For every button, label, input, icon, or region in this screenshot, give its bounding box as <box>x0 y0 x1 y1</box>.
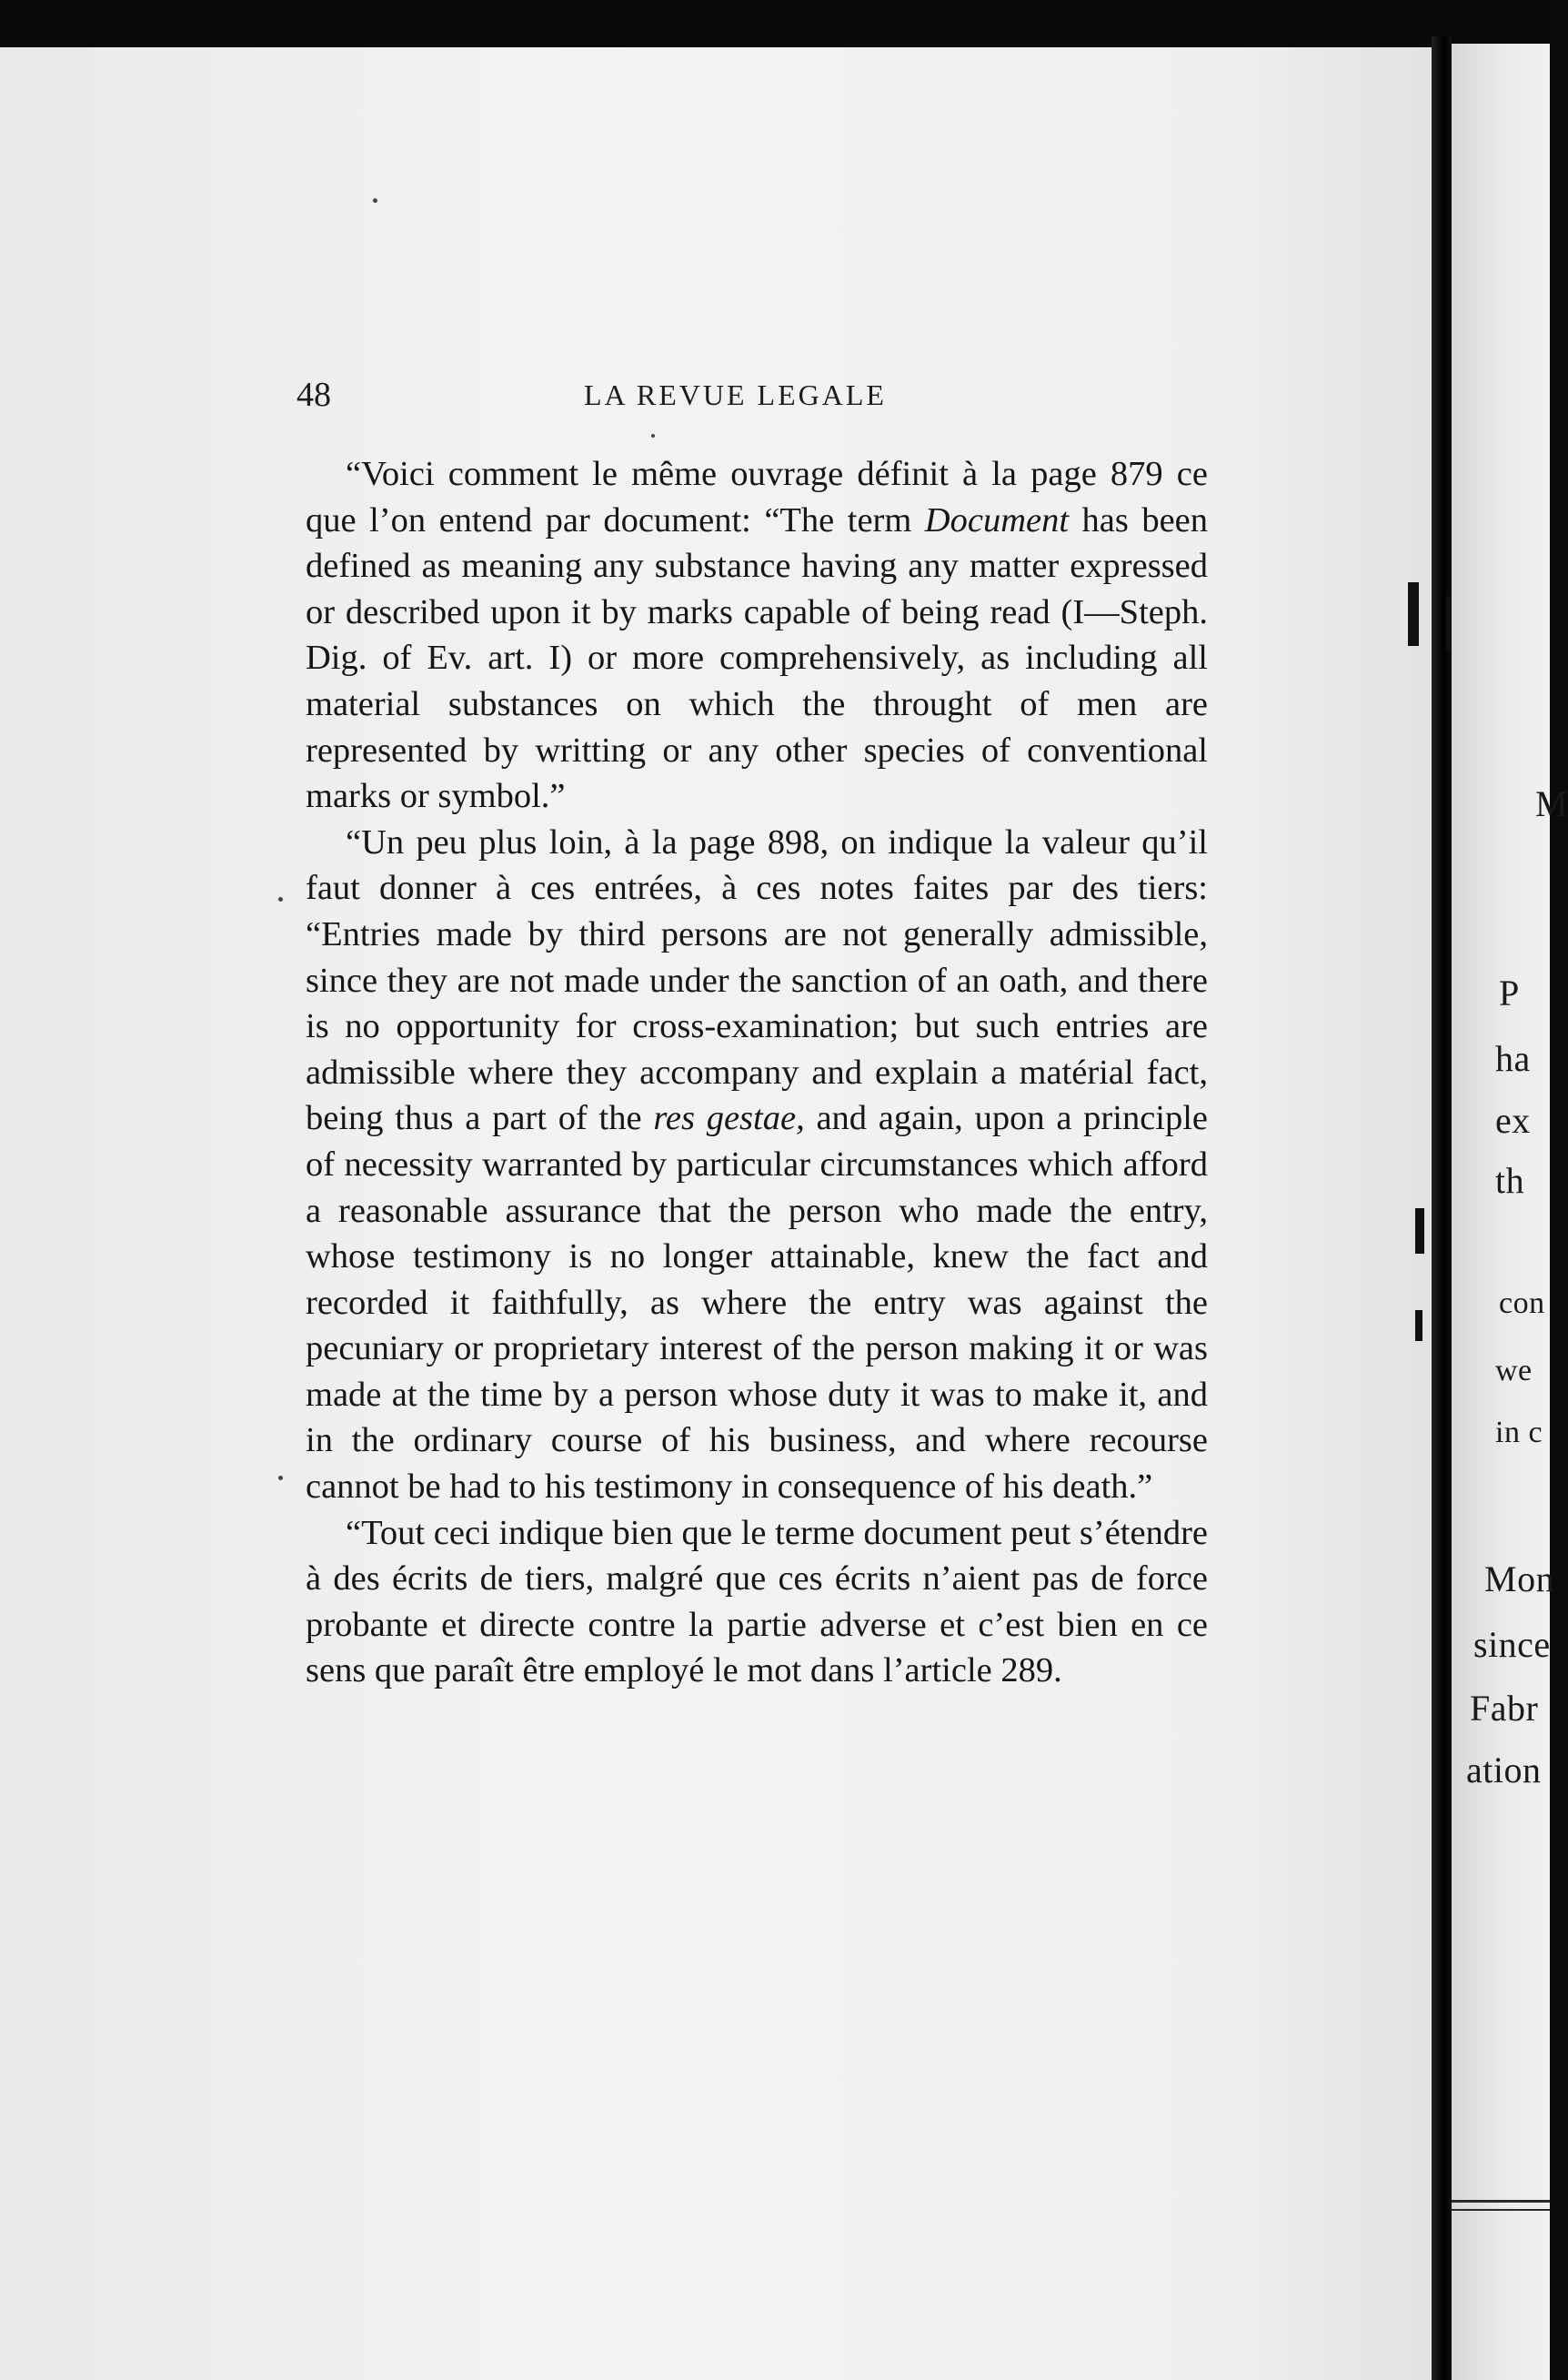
margin-speck <box>278 897 283 902</box>
page-edge-line <box>1452 2200 1550 2203</box>
adjacent-text: con <box>1499 1286 1545 1320</box>
adjacent-text: Fabr <box>1470 1688 1539 1729</box>
adjacent-text: ha <box>1495 1038 1531 1079</box>
adjacent-text: ex <box>1495 1100 1531 1141</box>
adjacent-text: P <box>1499 973 1520 1014</box>
ink-blot <box>1415 1310 1422 1341</box>
margin-speck <box>373 198 377 203</box>
page-number: 48 <box>297 376 331 414</box>
text-run: and again, upon a principle of necessity warranted by particular circumstances which afford a reasonable assurance that the person who made the entry, whose testimony is no longer attainable, knew the fact and recorded it faithfully, as where the entry was against the pecuniary or proprietary interest of the person making it or was made at the time by a person whose duty it was to make it, and in the ordinary course of his business, and where recourse cannot be had to his testimony in consequence of his death.” <box>306 1099 1209 1507</box>
ink-blot <box>1408 582 1419 646</box>
adjacent-text: we <box>1495 1354 1533 1387</box>
body-text <box>306 451 1208 1694</box>
adjacent-text: M <box>1535 783 1568 824</box>
adjacent-text: since <box>1473 1624 1551 1665</box>
page-edge-line <box>1452 2209 1550 2211</box>
paragraph <box>306 1510 1208 1694</box>
adjacent-page <box>1452 44 1568 2380</box>
ink-blot <box>1415 1208 1424 1254</box>
text-run: “Tout ceci indique bien que le terme document peut s’étendre à des écrits de tiers, malgré que ces écrits n’aient pas de force probante et directe contre la partie adverse et c’est bien en ce sens que paraît être employé le mot dans l’article 289. <box>306 1513 1208 1690</box>
adjacent-text: ation <box>1466 1750 1542 1790</box>
adjacent-text: in c <box>1495 1416 1543 1449</box>
adjacent-text: th <box>1495 1160 1525 1201</box>
text-run: has been defined as meaning any substance having any matter expressed or described upon it by marks capable of being read (I—Steph. Dig. of Ev. art. I) or more comprehensively, as including all material substances on which the throught of men are represented by writting or any other species of conventional marks or symbol.” <box>306 500 1208 816</box>
paragraph <box>306 451 1208 820</box>
text-run: “Un peu plus loin, à la page 898, on indique la valeur qu’il faut donner à ces entrées, à ces notes faites par des tiers: “Entries made by third persons are not generally admissible, since they are not made under the sanction of an oath, and there is no opportunity for cross-examination; but such entries are admissible where they accompany and explain a matérial fact, being thus a part of the <box>306 822 1208 1138</box>
margin-speck <box>651 434 655 438</box>
italic-term: res gestae, <box>653 1099 805 1138</box>
text-run: “Voici comment le même ouvrage définit à la page 879 ce que l’on entend par document: “The term <box>306 455 1208 540</box>
paragraph <box>306 820 1208 1510</box>
book-gutter <box>1432 36 1452 2380</box>
page-header <box>297 375 1206 429</box>
adjacent-text: Mon <box>1484 1558 1555 1599</box>
margin-speck <box>278 1476 283 1480</box>
running-title: LA REVUE LEGALE <box>584 378 887 411</box>
italic-term: Document <box>924 500 1070 540</box>
